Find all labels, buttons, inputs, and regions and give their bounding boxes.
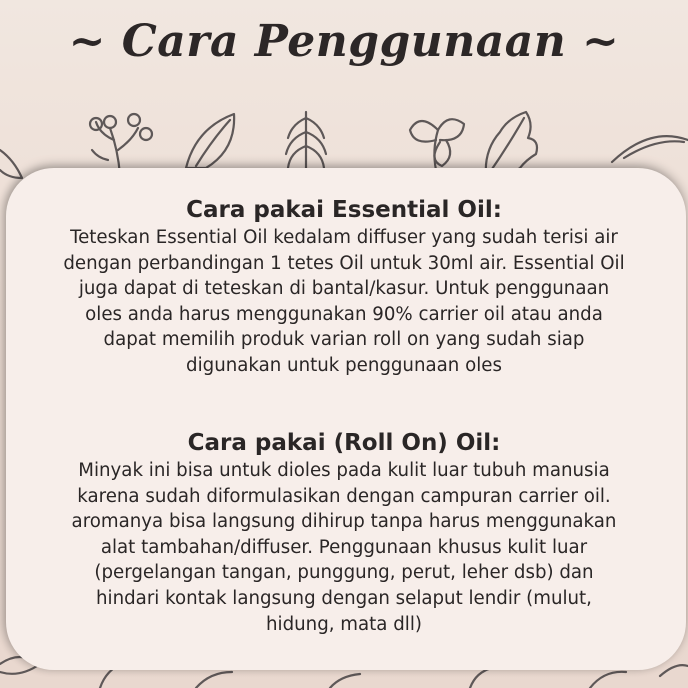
oak-leaf-icon [486, 112, 537, 176]
body-line: aromanya bisa langsung dihirup tanpa harus menggunakan [71, 511, 617, 533]
essential-oil-section [0, 195, 688, 379]
clover-icon [410, 119, 464, 170]
edge-leaf-icon [0, 150, 22, 178]
body-line: dengan perbandingan 1 tetes Oil untuk 30ml air. Essential Oil [63, 252, 625, 274]
body-line: (pergelangan tangan, punggung, perut, leher dsb) dan [94, 562, 594, 584]
section-body [0, 458, 688, 637]
fern-icon [286, 112, 326, 176]
body-line: Teteskan Essential Oil kedalam diffuser yang sudah terisi air [70, 227, 618, 248]
branch-icon [90, 114, 152, 175]
body-line: hidung, mata dll) [266, 613, 422, 635]
body-line: Minyak ini bisa untuk dioles pada kulit luar tubuh manusia [78, 460, 610, 481]
body-line: dapat memilih produk varian roll on yang sudah siap [103, 329, 585, 351]
body-line: hindari kontak langsung dengan selaput lendir (mulut, [96, 587, 592, 609]
section-heading: Cara pakai (Roll On) Oil: [187, 430, 501, 456]
leaf-icon [186, 114, 234, 168]
section-body [0, 225, 688, 379]
body-line: juga dapat di teteskan di bantal/kasur. Untuk penggunaan [78, 278, 610, 300]
page-title: ~ Cara Penggunaan ~ [68, 16, 620, 67]
body-line: oles anda harus menggunakan 90% carrier oil atau anda [85, 303, 603, 325]
body-line: digunakan untuk penggunaan oles [186, 354, 502, 376]
section-heading: Cara pakai Essential Oil: [186, 197, 502, 223]
body-line: karena sudah diformulasikan dengan campuran carrier oil. [77, 485, 611, 507]
body-line: alat tambahan/diffuser. Penggunaan khusus kulit luar [100, 536, 588, 558]
roll-on-oil-section [0, 428, 688, 637]
